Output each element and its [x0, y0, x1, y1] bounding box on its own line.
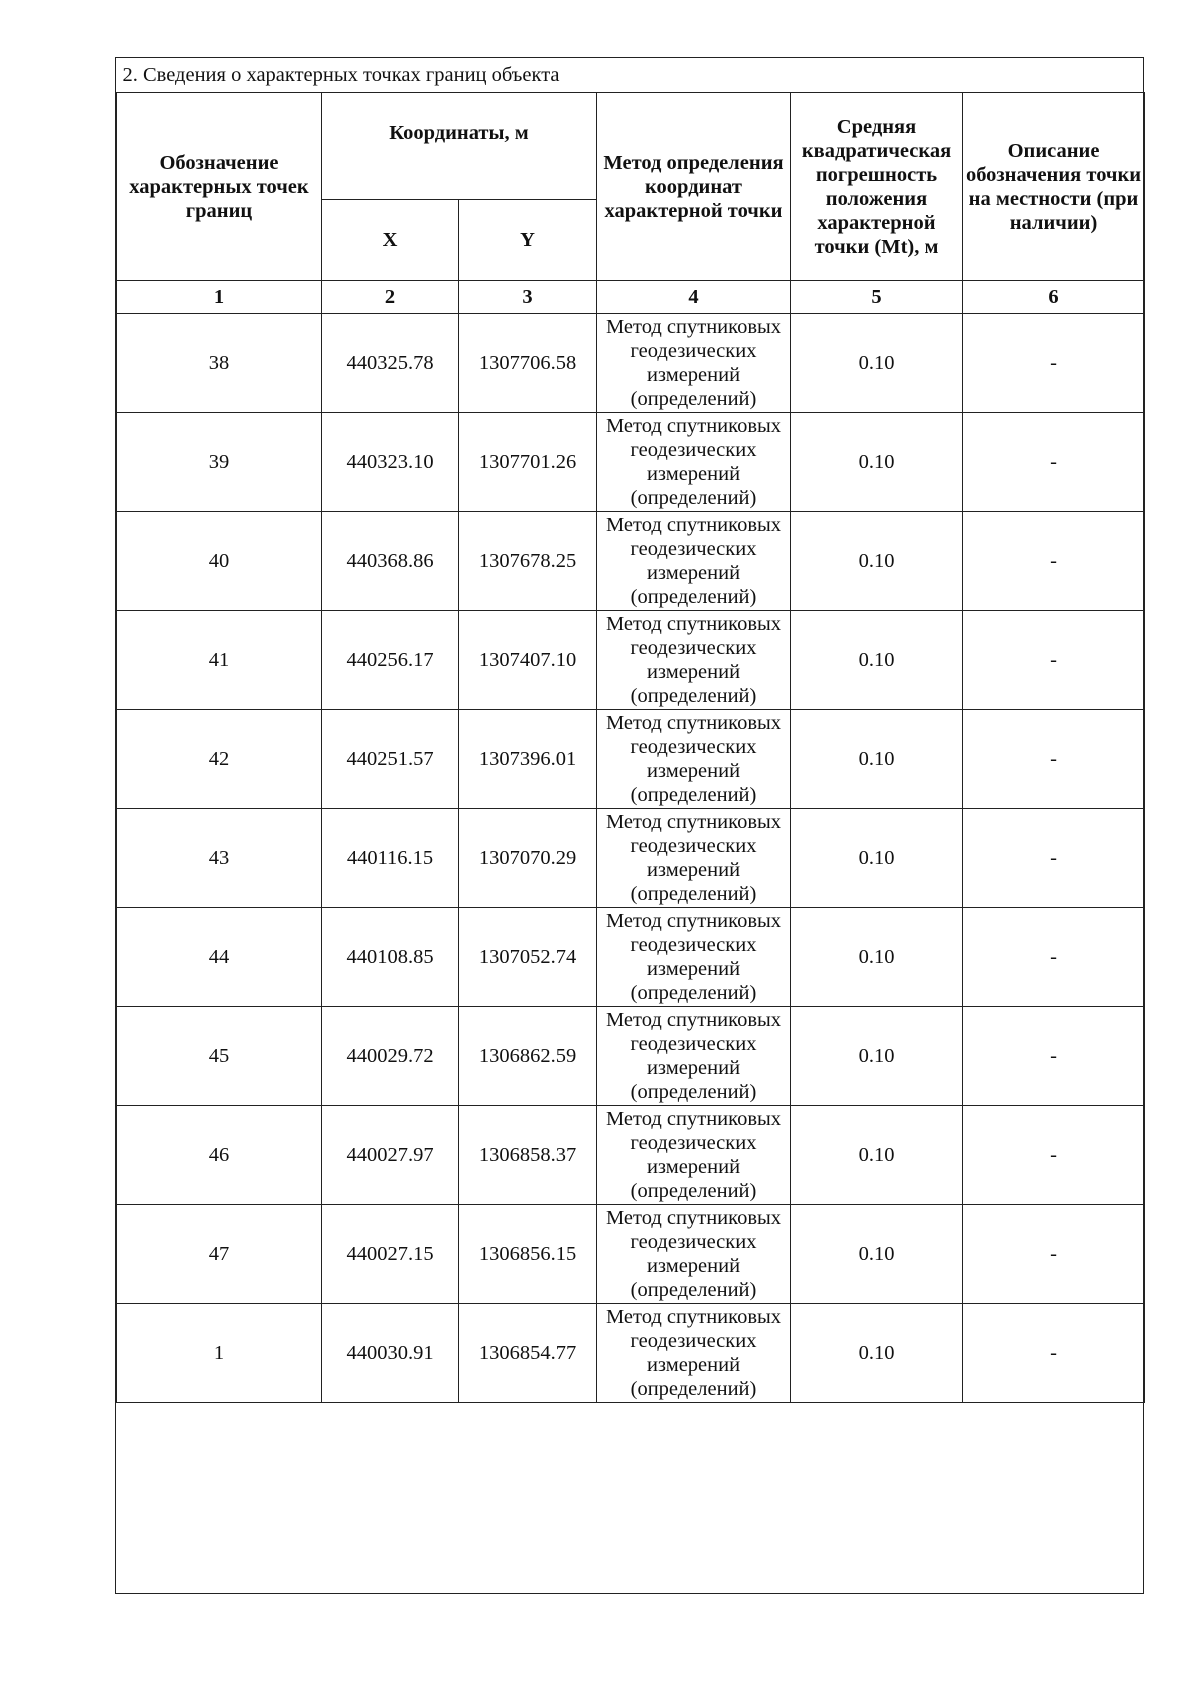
y-coordinate-cell: 1306862.59	[459, 1007, 597, 1106]
method-line: Метод спутниковых	[605, 712, 782, 734]
method-line: геодезических	[630, 1132, 757, 1154]
x-coordinate-cell: 440116.15	[322, 809, 459, 908]
header-x: X	[322, 200, 459, 281]
method-line: (определений)	[630, 784, 757, 806]
column-number: 1	[117, 281, 322, 314]
y-coordinate-cell: 1307052.74	[459, 908, 597, 1007]
document-sheet	[115, 57, 1144, 1594]
method-line: (определений)	[630, 685, 757, 707]
method-line: геодезических	[630, 1033, 757, 1055]
point-number-cell: 41	[117, 611, 322, 710]
method-line: геодезических	[630, 736, 757, 758]
table-row	[117, 809, 1145, 908]
description-cell: -	[963, 1304, 1145, 1403]
table-row	[117, 1007, 1145, 1106]
method-line: геодезических	[630, 934, 757, 956]
method-line: Метод спутниковых	[605, 1108, 782, 1130]
x-coordinate-cell: 440325.78	[322, 314, 459, 413]
table-row	[117, 1304, 1145, 1403]
method-line: Метод спутниковых	[605, 316, 782, 338]
mean-error-cell: 0.10	[791, 908, 963, 1007]
y-coordinate-cell: 1306858.37	[459, 1106, 597, 1205]
method-line: измерений	[646, 364, 741, 386]
description-cell: -	[963, 611, 1145, 710]
y-coordinate-cell: 1307701.26	[459, 413, 597, 512]
point-number-cell: 1	[117, 1304, 322, 1403]
y-coordinate-cell: 1306856.15	[459, 1205, 597, 1304]
x-coordinate-cell: 440108.85	[322, 908, 459, 1007]
method-line: измерений	[646, 1354, 741, 1376]
method-cell	[597, 710, 791, 809]
method-line: измерений	[646, 463, 741, 485]
column-number-row	[117, 281, 1145, 314]
method-line: Метод спутниковых	[605, 1207, 782, 1229]
y-coordinate-cell: 1307407.10	[459, 611, 597, 710]
method-line: геодезических	[630, 538, 757, 560]
method-line: Метод спутниковых	[605, 415, 782, 437]
method-line: (определений)	[630, 1279, 757, 1301]
x-coordinate-cell: 440256.17	[322, 611, 459, 710]
mean-error-cell: 0.10	[791, 1007, 963, 1106]
method-cell	[597, 809, 791, 908]
method-cell	[597, 1304, 791, 1403]
description-cell: -	[963, 1205, 1145, 1304]
x-coordinate-cell: 440027.15	[322, 1205, 459, 1304]
column-number: 2	[322, 281, 459, 314]
method-line: Метод спутниковых	[605, 1009, 782, 1031]
method-cell	[597, 1205, 791, 1304]
header-y: Y	[459, 200, 597, 281]
point-number-cell: 45	[117, 1007, 322, 1106]
method-line: (определений)	[630, 586, 757, 608]
method-line: измерений	[646, 1255, 741, 1277]
y-coordinate-cell: 1307678.25	[459, 512, 597, 611]
method-line: (определений)	[630, 1180, 757, 1202]
mean-error-cell: 0.10	[791, 710, 963, 809]
method-line: измерений	[646, 661, 741, 683]
mean-error-cell: 0.10	[791, 413, 963, 512]
x-coordinate-cell: 440027.97	[322, 1106, 459, 1205]
method-line: Метод спутниковых	[605, 613, 782, 635]
y-coordinate-cell: 1307706.58	[459, 314, 597, 413]
method-line: геодезических	[630, 1330, 757, 1352]
point-number-cell: 46	[117, 1106, 322, 1205]
method-line: (определений)	[630, 1081, 757, 1103]
x-coordinate-cell: 440030.91	[322, 1304, 459, 1403]
mean-error-cell: 0.10	[791, 512, 963, 611]
method-line: Метод спутниковых	[605, 910, 782, 932]
x-coordinate-cell: 440029.72	[322, 1007, 459, 1106]
description-cell: -	[963, 413, 1145, 512]
column-number: 4	[597, 281, 791, 314]
table-row	[117, 512, 1145, 611]
description-cell: -	[963, 809, 1145, 908]
point-number-cell: 42	[117, 710, 322, 809]
header-method: Метод определения координат характерной точки	[597, 93, 791, 281]
table-row	[117, 1106, 1145, 1205]
method-line: измерений	[646, 958, 741, 980]
description-cell: -	[963, 512, 1145, 611]
method-line: (определений)	[630, 883, 757, 905]
method-cell	[597, 1007, 791, 1106]
boundary-points-table	[116, 58, 1145, 1403]
method-line: Метод спутниковых	[605, 1306, 782, 1328]
mean-error-cell: 0.10	[791, 1205, 963, 1304]
description-cell: -	[963, 1007, 1145, 1106]
x-coordinate-cell: 440251.57	[322, 710, 459, 809]
method-cell	[597, 611, 791, 710]
section-title-row	[117, 58, 1145, 93]
description-cell: -	[963, 908, 1145, 1007]
point-number-cell: 43	[117, 809, 322, 908]
method-line: измерений	[646, 859, 741, 881]
method-line: (определений)	[630, 1378, 757, 1400]
y-coordinate-cell: 1306854.77	[459, 1304, 597, 1403]
table-row	[117, 710, 1145, 809]
method-line: геодезических	[630, 637, 757, 659]
point-number-cell: 39	[117, 413, 322, 512]
header-coordinates: Координаты, м	[322, 93, 597, 200]
method-cell	[597, 512, 791, 611]
header-point-designation	[117, 93, 322, 281]
point-number-cell: 44	[117, 908, 322, 1007]
method-line: геодезических	[630, 835, 757, 857]
method-line: геодезических	[630, 439, 757, 461]
table-row	[117, 314, 1145, 413]
column-number: 3	[459, 281, 597, 314]
method-cell	[597, 1106, 791, 1205]
table-row	[117, 413, 1145, 512]
method-cell	[597, 908, 791, 1007]
description-cell: -	[963, 710, 1145, 809]
mean-error-cell: 0.10	[791, 314, 963, 413]
mean-error-cell: 0.10	[791, 1106, 963, 1205]
method-line: геодезических	[630, 340, 757, 362]
method-line: измерений	[646, 1057, 741, 1079]
method-line: измерений	[646, 760, 741, 782]
points-table-body	[117, 314, 1145, 1403]
table-row	[117, 611, 1145, 710]
header-point-designation-label: Обозначение характерных точек границ	[129, 151, 309, 222]
column-number: 6	[963, 281, 1145, 314]
header-description: Описание обозначения точки на местности (при наличии)	[963, 93, 1145, 281]
point-number-cell: 40	[117, 512, 322, 611]
description-cell: -	[963, 314, 1145, 413]
method-line: Метод спутниковых	[605, 514, 782, 536]
y-coordinate-cell: 1307070.29	[459, 809, 597, 908]
method-cell	[597, 314, 791, 413]
point-number-cell: 47	[117, 1205, 322, 1304]
mean-error-cell: 0.10	[791, 1304, 963, 1403]
method-line: измерений	[646, 1156, 741, 1178]
method-cell	[597, 413, 791, 512]
method-line: (определений)	[630, 982, 757, 1004]
table-row	[117, 1205, 1145, 1304]
method-line: (определений)	[630, 487, 757, 509]
header-mean-error: Средняя квадратическая погрешность положения характерной точки (Mt), м	[791, 93, 963, 281]
method-line: (определений)	[630, 388, 757, 410]
y-coordinate-cell: 1307396.01	[459, 710, 597, 809]
mean-error-cell: 0.10	[791, 809, 963, 908]
method-line: измерений	[646, 562, 741, 584]
point-number-cell: 38	[117, 314, 322, 413]
x-coordinate-cell: 440323.10	[322, 413, 459, 512]
x-coordinate-cell: 440368.86	[322, 512, 459, 611]
column-number: 5	[791, 281, 963, 314]
description-cell: -	[963, 1106, 1145, 1205]
table-row	[117, 908, 1145, 1007]
method-line: геодезических	[630, 1231, 757, 1253]
section-title: 2. Сведения о характерных точках границ объекта	[117, 58, 1145, 93]
mean-error-cell: 0.10	[791, 611, 963, 710]
method-line: Метод спутниковых	[605, 811, 782, 833]
header-row-1	[117, 93, 1145, 200]
